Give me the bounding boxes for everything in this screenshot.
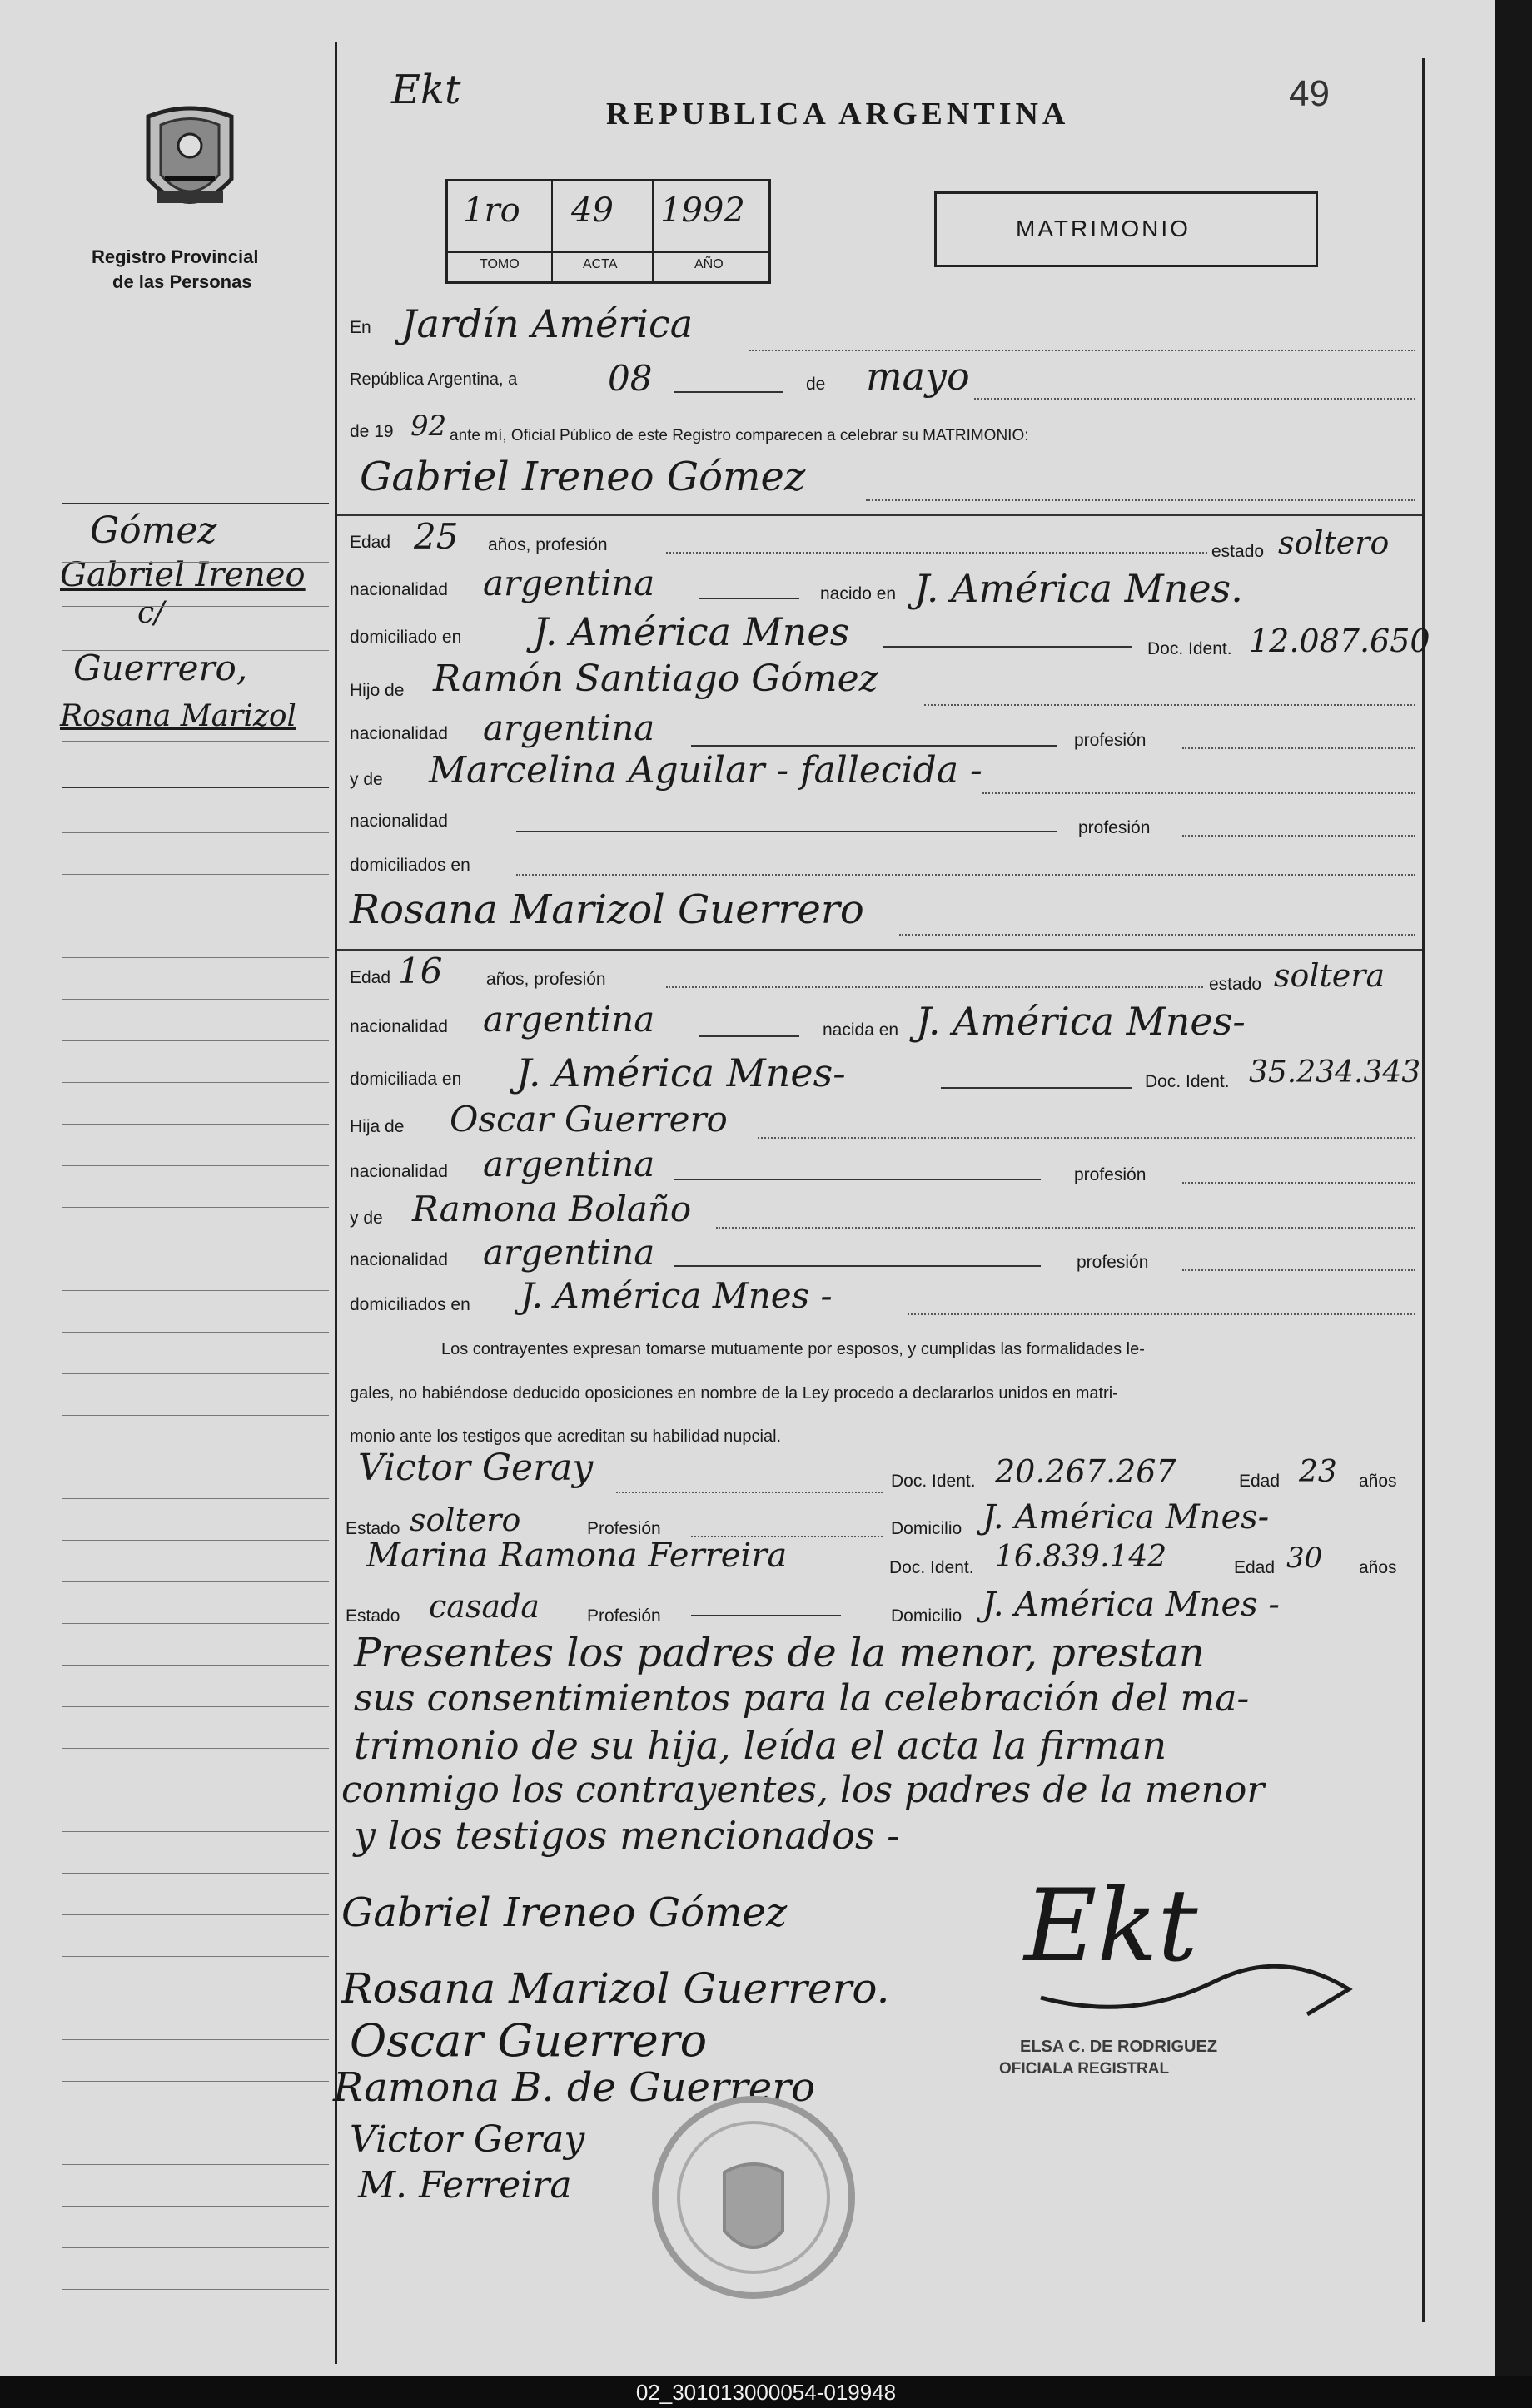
statement-line-2: gales, no habiéndose deducido oposiciones en nombre de la Ley procedo a declararlos unidos en matri- (350, 1384, 1118, 1403)
acta-value: 49 (571, 191, 614, 230)
label-nacionalidad-father: nacionalidad (350, 724, 448, 743)
statement-line-1: Los contrayentes expresan tomarse mutuamente por esposos, y cumplidas las formalidades le- (441, 1340, 1145, 1358)
label-domiciliados-bride: domiciliados en (350, 1295, 470, 1314)
label-profesion-father: profesión (1074, 731, 1147, 750)
signature-witness-2: M. Ferreira (358, 2164, 572, 2207)
notes-line-4: conmigo los contrayentes, los padres de la menor (341, 1769, 1265, 1811)
label-nacionalidad-bride: nacionalidad (350, 1017, 448, 1036)
label-hija: Hija de (350, 1117, 405, 1136)
witness-1-estado: soltero (410, 1502, 521, 1538)
margin-top-rule (62, 503, 329, 504)
ano-value: 1992 (660, 191, 745, 230)
label-profesion-mother: profesión (1078, 818, 1151, 837)
signature-bride-mother: Ramona B. de Guerrero (333, 2064, 816, 2111)
witness-2-age: 30 (1286, 1542, 1323, 1575)
header-annotation: Ekt (391, 67, 461, 113)
label-domicilio-w2: Domicilio (891, 1606, 962, 1626)
witness-2-domicilio: J. América Mnes - (982, 1586, 1280, 1624)
official-stamp-line-2: OFICIALA REGISTRAL (999, 2060, 1170, 2078)
label-domicilio-w1: Domicilio (891, 1519, 962, 1538)
tomo-value: 1ro (463, 191, 520, 230)
official-stamp-line-1: ELSA C. DE RODRIGUEZ (1020, 2038, 1218, 2056)
groom-father-nacionalidad: argentina (483, 708, 655, 748)
label-domiciliados: domiciliados en (350, 856, 470, 875)
margin-note-line-2: Gabriel Ireneo (60, 556, 306, 594)
registry-name-line1: Registro Provincial (92, 246, 259, 267)
bride-section-rule (337, 949, 1422, 951)
right-border-rule (1422, 58, 1425, 2322)
label-profesion-bride-father: profesión (1074, 1165, 1147, 1184)
record-type-label: MATRIMONIO (1016, 216, 1191, 241)
signature-groom: Gabriel Ireneo Gómez (341, 1889, 788, 1936)
bride-parents-domicilio: J. América Mnes - (520, 1275, 833, 1316)
label-en: En (350, 318, 371, 337)
bride-nacionalidad: argentina (483, 999, 655, 1040)
notes-line-3: trimonio de su hija, leída el acta la firman (354, 1723, 1167, 1768)
official-signature-flourish (1032, 1898, 1365, 2031)
bride-mother: Ramona Bolaño (412, 1189, 692, 1229)
year-suffix: 92 (410, 410, 447, 443)
groom-age: 25 (414, 516, 459, 557)
witness-1-domicilio: J. América Mnes- (982, 1498, 1270, 1537)
label-anos-profesion-bride: años, profesión (486, 970, 606, 989)
label-profesion-w1: Profesión (587, 1519, 661, 1538)
label-doc-w1: Doc. Ident. (891, 1472, 976, 1491)
label-domiciliado: domiciliado en (350, 628, 462, 647)
label-doc-groom: Doc. Ident. (1147, 639, 1232, 658)
witness-1-doc: 20.267.267 (995, 1453, 1176, 1490)
groom-name-dots (866, 499, 1415, 501)
groom-nacionalidad: argentina (483, 563, 655, 603)
place-value: Jardín América (401, 301, 694, 346)
bride-doc: 35.234.343 (1249, 1055, 1421, 1090)
witness-1-name: Victor Geray (358, 1447, 594, 1489)
bride-mother-nacionalidad: argentina (483, 1232, 655, 1273)
margin-note-line-3: c/ (137, 596, 165, 630)
label-domiciliada: domiciliada en (350, 1070, 462, 1089)
witness-2-name: Marina Ramona Ferreira (366, 1537, 788, 1575)
label-edad: Edad (350, 533, 391, 552)
day-value: 08 (608, 358, 653, 399)
bride-father: Oscar Guerrero (450, 1099, 728, 1139)
label-nacida: nacida en (823, 1020, 899, 1040)
label-edad-w1: Edad (1239, 1472, 1281, 1491)
statement-line-3: monio ante los testigos que acreditan su habilidad nupcial. (350, 1427, 782, 1446)
notes-line-5: y los testigos mencionados - (354, 1813, 900, 1858)
groom-domicilio: J. América Mnes (533, 609, 850, 654)
month-dots (974, 398, 1415, 400)
label-y-de: y de (350, 770, 383, 789)
label-anos-w2: años (1359, 1558, 1397, 1577)
bride-age: 16 (398, 951, 443, 991)
witness-1-age: 23 (1299, 1455, 1337, 1489)
margin-note-line-4: Guerrero, (73, 648, 248, 688)
label-estado-bride: estado (1209, 975, 1262, 994)
province-emblem-icon (140, 100, 240, 225)
acta-label: ACTA (583, 257, 618, 271)
left-column-rule (335, 42, 337, 2364)
witness-2-estado: casada (429, 1588, 540, 1625)
label-year-prefix: de 19 (350, 422, 394, 441)
groom-name: Gabriel Ireneo Gómez (360, 454, 806, 500)
label-nacionalidad: nacionalidad (350, 580, 448, 599)
record-type-box (934, 191, 1318, 267)
label-edad-w2: Edad (1234, 1558, 1276, 1577)
record-number-box (445, 179, 771, 284)
bride-name: Rosana Marizol Guerrero (350, 886, 864, 933)
groom-estado: soltero (1278, 524, 1390, 561)
label-nacionalidad-mother: nacionalidad (350, 812, 448, 831)
label-de: de (806, 375, 826, 394)
label-nacionalidad-bride-mother: nacionalidad (350, 1250, 448, 1269)
label-profesion-w2: Profesión (587, 1606, 661, 1626)
label-estado-w1: Estado (346, 1519, 400, 1538)
groom-doc: 12.087.650 (1249, 623, 1430, 659)
groom-mother: Marcelina Aguilar - fallecida - (429, 749, 982, 792)
label-doc-bride: Doc. Ident. (1145, 1072, 1230, 1091)
label-edad-bride: Edad (350, 968, 391, 987)
margin-bottom-rule (62, 787, 329, 788)
label-profesion-bride-mother: profesión (1077, 1253, 1149, 1272)
folio-number: 49 (1289, 73, 1330, 114)
label-nacido: nacido en (820, 584, 897, 603)
tomo-label: TOMO (480, 257, 520, 271)
groom-father: Ramón Santiago Gómez (433, 658, 878, 700)
official-signature: Ekt (1024, 1869, 1198, 1984)
label-estado: estado (1211, 542, 1265, 561)
label-y-de-bride: y de (350, 1209, 383, 1228)
label-doc-w2: Doc. Ident. (889, 1558, 974, 1577)
groom-nacido: J. América Mnes. (914, 566, 1243, 611)
signature-witness-1: Victor Geray (350, 2118, 585, 2161)
margin-note-line-1: Gómez (90, 509, 217, 552)
label-republica: República Argentina, a (350, 370, 518, 389)
witness-2-doc: 16.839.142 (995, 1540, 1167, 1574)
registry-name-line2: de las Personas (112, 271, 252, 292)
groom-section-rule (337, 514, 1422, 516)
bride-domicilio: J. América Mnes- (516, 1050, 846, 1095)
label-anos-profesion: años, profesión (488, 535, 608, 554)
label-nacionalidad-bride-father: nacionalidad (350, 1162, 448, 1181)
official-seal-icon (645, 2089, 862, 2306)
notes-line-1: Presentes los padres de la menor, prestan (354, 1630, 1205, 1676)
label-estado-w2: Estado (346, 1606, 400, 1626)
ano-label: AÑO (694, 257, 724, 271)
bride-estado: soltera (1274, 957, 1385, 994)
bride-nacida: J. América Mnes- (916, 999, 1246, 1044)
day-line (674, 391, 783, 393)
bride-father-nacionalidad: argentina (483, 1144, 655, 1184)
country-title: REPUBLICA ARGENTINA (606, 97, 1070, 132)
notes-line-2: sus consentimientos para la celebración del ma- (354, 1677, 1250, 1720)
label-anos-w1: años (1359, 1472, 1397, 1491)
groom-profesion-dots (666, 552, 1207, 554)
book-binding-edge (1495, 0, 1532, 2376)
month-value: mayo (866, 354, 970, 399)
margin-note-line-5: Rosana Marizol (60, 699, 297, 733)
signature-bride-father: Oscar Guerrero (350, 2014, 708, 2067)
place-dots (749, 350, 1415, 351)
label-compare: ante mí, Oficial Público de este Registro comparecen a celebrar su MATRIMONIO: (450, 427, 1029, 444)
label-hijo: Hijo de (350, 681, 405, 700)
signature-bride: Rosana Marizol Guerrero. (341, 1964, 890, 2013)
image-caption: 02_301013000054-019948 (0, 2376, 1532, 2408)
